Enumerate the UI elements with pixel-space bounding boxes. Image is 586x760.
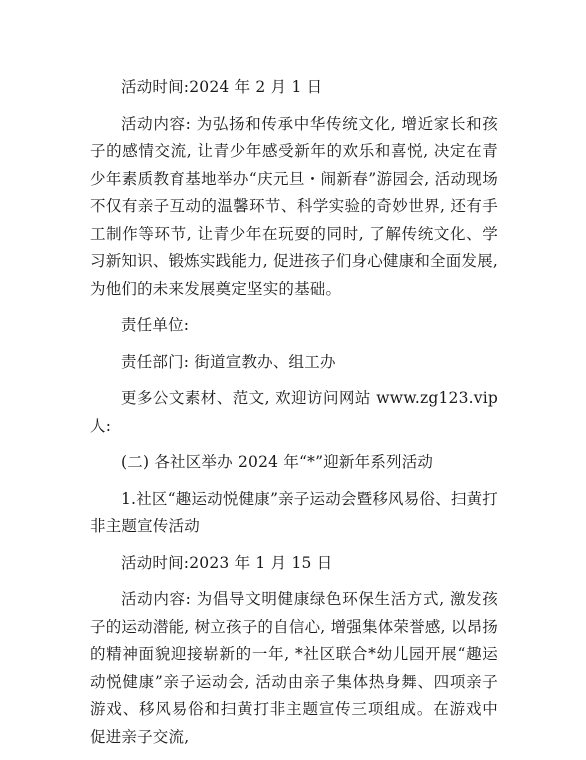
document-body (90, 74, 498, 760)
subsection-heading: 1.社区“趣运动悦健康”亲子运动会暨移风易俗、扫黄打非主题宣传活动 (90, 489, 498, 535)
responsible-unit-paragraph: 责任单位: (121, 316, 190, 334)
activity-time-paragraph: 活动时间:2024 年 2 月 1 日 (121, 78, 323, 96)
responsible-department-paragraph: 责任部门: 街道宣教办、组工办 (121, 352, 336, 371)
activity-content-paragraph: 活动内容: 为弘扬和传承中华传统文化, 增近家长和孩子的感情交流, 让青少年感受新年的欢乐和喜悦, 决定在青少年素质教育基地举办“庆元旦・闹新春”游园会, 活动现场不仅有亲子互动的温馨环节、科学实验的奇妙世界, 还有手工制作等环节, 让青少年在玩耍的同时, 了解传统文化、学习新知识、锻炼实践能力, 促进孩子们身心健康和全面发展, 为他们的未来发展奠定坚实的基础。 (90, 114, 498, 298)
activity-content-paragraph-2: 活动内容: 为倡导文明健康绿色环保生活方式, 激发孩子的运动潜能, 树立孩子的自信心, 增强集体荣誉感, 以昂扬的精神面貌迎接崭新的一年, *社区联合*幼儿园开展“趣运动悦健康”亲子运动会, 活动由亲子集体热身舞、四项亲子游戏、移风易俗和扫黄打非主题宣传三项组成。在游戏中促进亲子交流, (90, 590, 498, 746)
activity-time-paragraph-2: 活动时间:2023 年 1 月 15 日 (121, 553, 333, 572)
website-notice-paragraph: 更多公文素材、范文, 欢迎访问网站 www.zg123.vip 人: (90, 389, 498, 435)
section-heading: (二) 各社区举办 2024 年“*”迎新年系列活动 (121, 453, 434, 471)
